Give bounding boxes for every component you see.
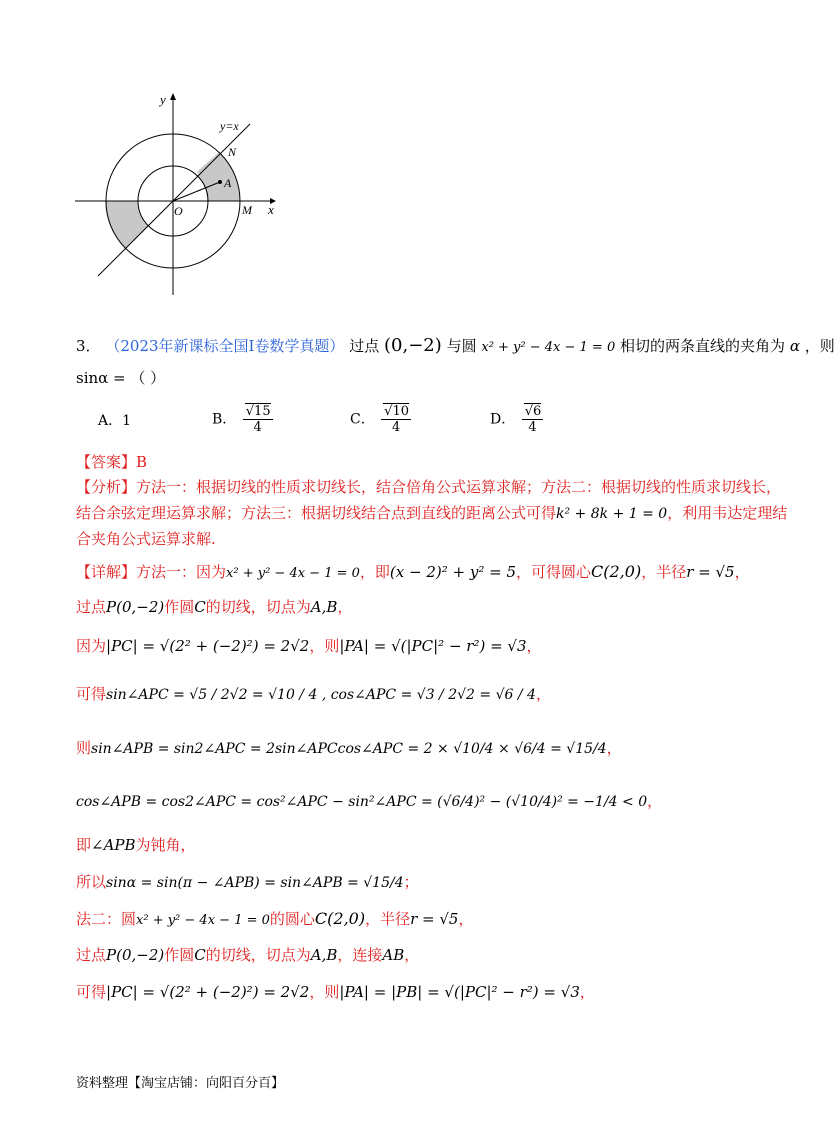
option-c-label: C． [350, 411, 375, 428]
detail-l5b: ， [606, 739, 622, 757]
detail-line-3 [76, 636, 542, 656]
detail-l3c: ， [526, 637, 542, 655]
detail-l8a: 所以 [76, 873, 107, 891]
y-axis-label: y [160, 92, 166, 107]
annulus-sector-figure [70, 90, 290, 300]
option-d-den: 4 [528, 420, 537, 435]
detail-l4a: 可得 [76, 685, 107, 703]
detail-l2d: ， [337, 598, 353, 616]
detail-l2eq1: P(0,−2) [106, 598, 165, 616]
detail-line-4 [76, 684, 551, 705]
option-d-fraction [522, 404, 544, 435]
point-n-label: N [228, 145, 237, 159]
analysis-line-2 [76, 503, 787, 524]
detail-line-8 [76, 872, 419, 893]
option-b-fraction [243, 404, 273, 435]
question-text-c: 相切的两条直线的夹角为 [620, 337, 786, 355]
option-c-den: 4 [391, 420, 401, 435]
answer-value: B [136, 453, 148, 471]
detail-l10a: 过点 [76, 946, 107, 964]
detail-l9eq2: C(2,0) [314, 909, 366, 928]
question-text-b: 与圆 [446, 337, 477, 355]
detail-l8eq: sinα = sin(π − ∠APB) = sin∠APB = √15/4 [106, 875, 404, 891]
option-b-num: √ 15 [245, 403, 271, 419]
question-point: (0,−2) [384, 335, 442, 356]
detail-l10eq2: C [194, 946, 206, 964]
question-alpha: α [789, 337, 800, 355]
detail-l1e: ， [734, 563, 750, 581]
detail-l10eq3: A,B [310, 946, 338, 964]
detail-l11c: ， [579, 983, 595, 1001]
question-line2: sinα = （ ） [76, 369, 166, 387]
detail-l1d: ，半径 [641, 563, 687, 581]
detail-l1b: ，即 [359, 563, 390, 581]
point-m-label: M [242, 203, 252, 217]
detail-line-7 [76, 835, 196, 855]
detail-line-1 [76, 562, 750, 584]
detail-l10b: 作圆 [164, 946, 195, 964]
option-b[interactable] [212, 404, 275, 435]
detail-l4eq: sin∠APC = √5 / 2√2 = √10 / 4 , cos∠APC = √3 / 2√2 = √6 / 4 [106, 687, 536, 703]
detail-l1eq4: r = √5 [686, 563, 735, 581]
detail-l11b: ，则 [309, 983, 340, 1001]
option-a-value: 1 [122, 413, 132, 429]
option-d-label: D． [490, 411, 516, 428]
detail-l4b: ， [535, 685, 551, 703]
detail-l5a: 则 [76, 739, 92, 757]
x-axis-label: x [268, 202, 274, 217]
analysis-line-3 [76, 529, 216, 549]
detail-l3b: ，则 [309, 637, 340, 655]
detail-l2b: 作圆 [164, 598, 195, 616]
question-text-d: ，则 [804, 337, 835, 355]
detail-l6eq: cos∠APB = cos2∠APC = cos²∠APC − sin²∠APC = (√6/4)² − (√10/4)² = −1/4 < 0 [76, 794, 648, 810]
detail-l10c: 的切线，切点为 [205, 946, 311, 964]
detail-l10eq4: AB [382, 946, 405, 964]
option-b-label: B． [212, 411, 237, 428]
analysis-line-1 [76, 477, 781, 497]
detail-l10d: ，连接 [337, 946, 383, 964]
point-a-label: A [224, 176, 232, 190]
point-o-label: O [174, 204, 183, 218]
option-c[interactable] [350, 404, 413, 435]
detail-l1eq3: C(2,0) [591, 562, 642, 581]
detail-l11eq1: |PC| = √(2² + (−2)²) = 2√2 [106, 983, 310, 1001]
detail-l11a: 可得 [76, 983, 107, 1001]
detail-l2a: 过点 [76, 598, 107, 616]
question-source: （2023年新课标全国Ⅰ卷数学真题） [105, 337, 345, 355]
detail-l10e: ， [404, 946, 420, 964]
detail-l1eq2: (x − 2)² + y² = 5 [389, 563, 516, 581]
detail-l9eq1: x² + y² − 4x − 1 = 0 [136, 913, 270, 928]
option-c-num: √ 10 [383, 403, 409, 419]
option-a[interactable] [98, 410, 131, 430]
detail-l3eq2: |PA| = √(|PC|² − r²) = √3 [339, 637, 527, 655]
detail-l9eq3: r = √5 [410, 910, 459, 928]
question-text-a: 过点 [349, 337, 380, 355]
detail-l1eq1: x² + y² − 4x − 1 = 0 [226, 566, 360, 581]
detail-line-10 [76, 945, 419, 965]
point-a-dot [218, 180, 222, 184]
detail-l8b: ； [403, 873, 419, 891]
detail-l6b: ， [647, 792, 663, 810]
option-d-num: √ 6 [524, 403, 542, 419]
question-line-1 [76, 336, 835, 358]
option-b-den: 4 [253, 420, 262, 435]
detail-l1a: 方法一：因为 [136, 563, 227, 581]
detail-l9b: 的圆心 [269, 910, 315, 928]
option-c-fraction [381, 404, 411, 435]
detail-l9c: ，半径 [365, 910, 411, 928]
detail-l2c: 的切线，切点为 [205, 598, 311, 616]
detail-line-6 [76, 791, 662, 812]
analysis-line2a: 结合余弦定理运算求解；方法三：根据切线结合点到直线的距离公式可得 [76, 504, 557, 522]
detail-l9a: 法二：圆 [76, 910, 137, 928]
question-number: 3． [76, 337, 101, 355]
detail-l5eq: sin∠APB = sin2∠APC = 2sin∠APCcos∠APC = 2 × √10/4 × √6/4 = √15/4 [91, 741, 607, 757]
line-label: y=x [220, 119, 239, 133]
detail-l7eq: ∠APB [91, 836, 136, 854]
shaded-sector-upper-fill [197, 152, 240, 201]
question-line-2 [76, 368, 165, 388]
analysis-line2b: ，利用韦达定理结 [667, 504, 788, 522]
detail-l2eq3: A,B [310, 598, 338, 616]
detail-line-11 [76, 982, 595, 1002]
detail-l2eq2: C [194, 598, 206, 616]
y-axis-arrow [170, 93, 176, 100]
analysis-line1: 方法一：根据切线的性质求切线长，结合倍角公式运算求解；方法二：根据切线的性质求切线长， [136, 478, 782, 496]
answer-line [76, 452, 147, 472]
question-circle-eq: x² + y² − 4x − 1 = 0 [481, 340, 616, 355]
detail-l3a: 因为 [76, 637, 107, 655]
analysis-line2eq: k² + 8k + 1 = 0 [556, 506, 668, 522]
detail-line-2 [76, 597, 352, 617]
detail-l9d: ， [458, 910, 474, 928]
detail-l10eq1: P(0,−2) [106, 946, 165, 964]
detail-line-9 [76, 909, 474, 931]
analysis-line3: 合夹角公式运算求解. [76, 530, 216, 548]
shaded-sector-lower [105, 201, 148, 248]
detail-l3eq1: |PC| = √(2² + (−2)²) = 2√2 [106, 637, 310, 655]
option-a-label: A． [98, 413, 123, 429]
detail-line-5 [76, 738, 622, 759]
page-footer: 资料整理【淘宝店铺：向阳百分百】 [76, 1076, 285, 1091]
detail-l1c: ，可得圆心 [516, 563, 592, 581]
option-d[interactable] [490, 404, 545, 435]
detail-label: 【详解】 [76, 563, 137, 581]
detail-l7b: 为钝角， [135, 836, 196, 854]
analysis-label: 【分析】 [76, 478, 137, 496]
detail-l11eq2: |PA| = |PB| = √(|PC|² − r²) = √3 [339, 983, 580, 1001]
answer-label: 【答案】 [76, 453, 137, 471]
detail-l7a: 即 [76, 836, 92, 854]
